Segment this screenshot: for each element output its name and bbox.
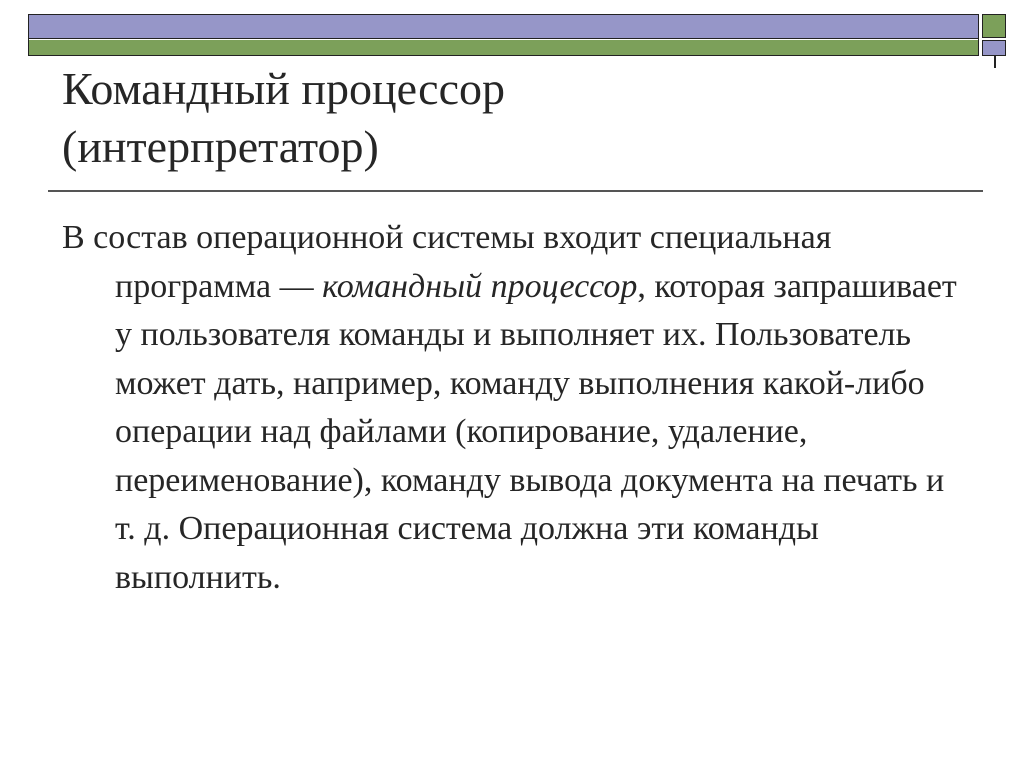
corner-square-purple <box>982 40 1006 56</box>
slide-title-line1: Командный процессор <box>62 63 506 114</box>
corner-decoration <box>982 14 1006 56</box>
slide-title-line2: (интерпретатор) <box>62 121 379 172</box>
header-stripe-green <box>29 40 978 55</box>
body-text-part1: В состав операционной системы входит специальная программа — <box>62 219 832 305</box>
slide-title <box>62 60 942 176</box>
header-stripe-purple <box>29 15 978 39</box>
body-emphasis: командный процессор <box>322 267 638 305</box>
body-paragraph <box>62 214 962 602</box>
body-text-part2: , которая запрашивает у пользователя команды и выполняет их. Пользователь может дать, например, команду выполнения какой-либо операции над файлами (копирование, удаление, переименование), команду вывода документа на печать и т. д. Операционная система должна эти команды выполнить. <box>115 267 957 596</box>
header-decoration-bar <box>28 14 979 56</box>
corner-line <box>994 56 996 68</box>
slide-body <box>62 214 962 602</box>
title-divider <box>48 190 983 192</box>
corner-square-green <box>982 14 1006 38</box>
